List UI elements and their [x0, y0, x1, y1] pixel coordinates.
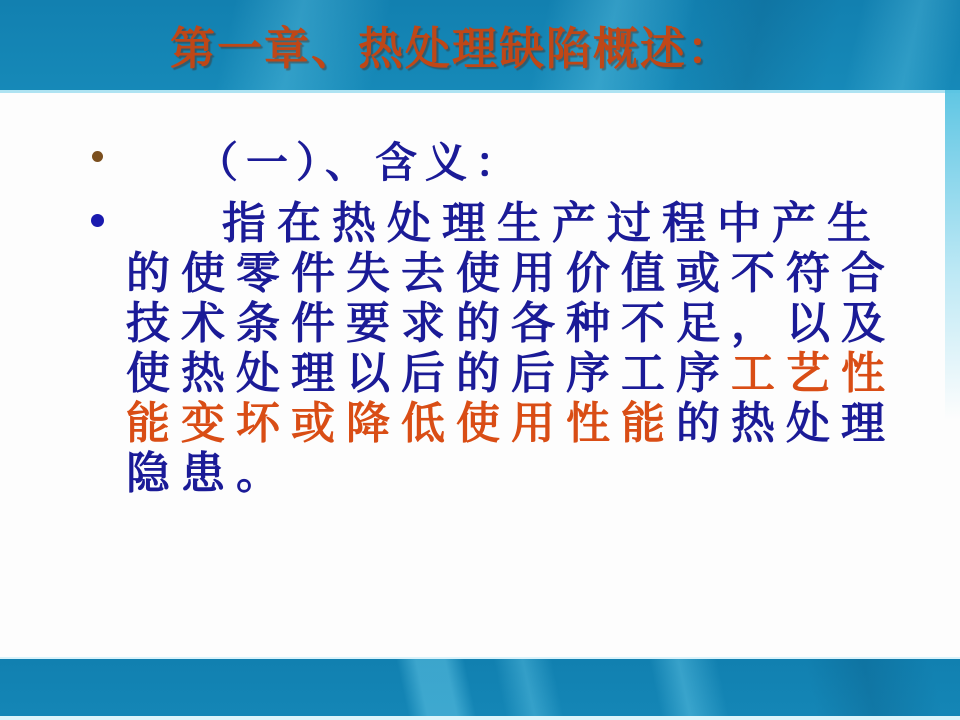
bottom-banner	[0, 657, 960, 720]
top-banner	[0, 0, 960, 93]
highlighted-text: 工艺性	[731, 349, 896, 398]
right-edge-stripe	[945, 90, 960, 420]
section-heading: （一）、含义：	[196, 139, 526, 186]
paragraph-text: 隐患。	[126, 449, 291, 498]
paragraph-line	[126, 449, 936, 499]
paragraph-line	[126, 299, 936, 349]
paragraph-text: 的使零件失去使用价值或不符合	[126, 249, 896, 298]
bullet-dot-icon	[92, 151, 103, 162]
paragraph-text: 使热处理以后的后序工序	[126, 349, 731, 398]
highlighted-text: 能变坏或降低使用性能	[126, 399, 676, 448]
paragraph-text: 指在热处理生产过程中产生	[222, 199, 882, 248]
paragraph-text: 技术条件要求的各种不足，以及	[126, 299, 896, 348]
paragraph-line	[126, 349, 936, 399]
paragraph-text: 的热处理	[676, 399, 896, 448]
paragraph-line	[126, 249, 936, 299]
definition-paragraph	[126, 199, 936, 499]
slide-title: 第一章、热处理缺陷概述：	[170, 22, 735, 74]
paragraph-line	[126, 199, 936, 249]
paragraph-line	[126, 399, 936, 449]
bullet-dot-icon	[91, 214, 104, 227]
